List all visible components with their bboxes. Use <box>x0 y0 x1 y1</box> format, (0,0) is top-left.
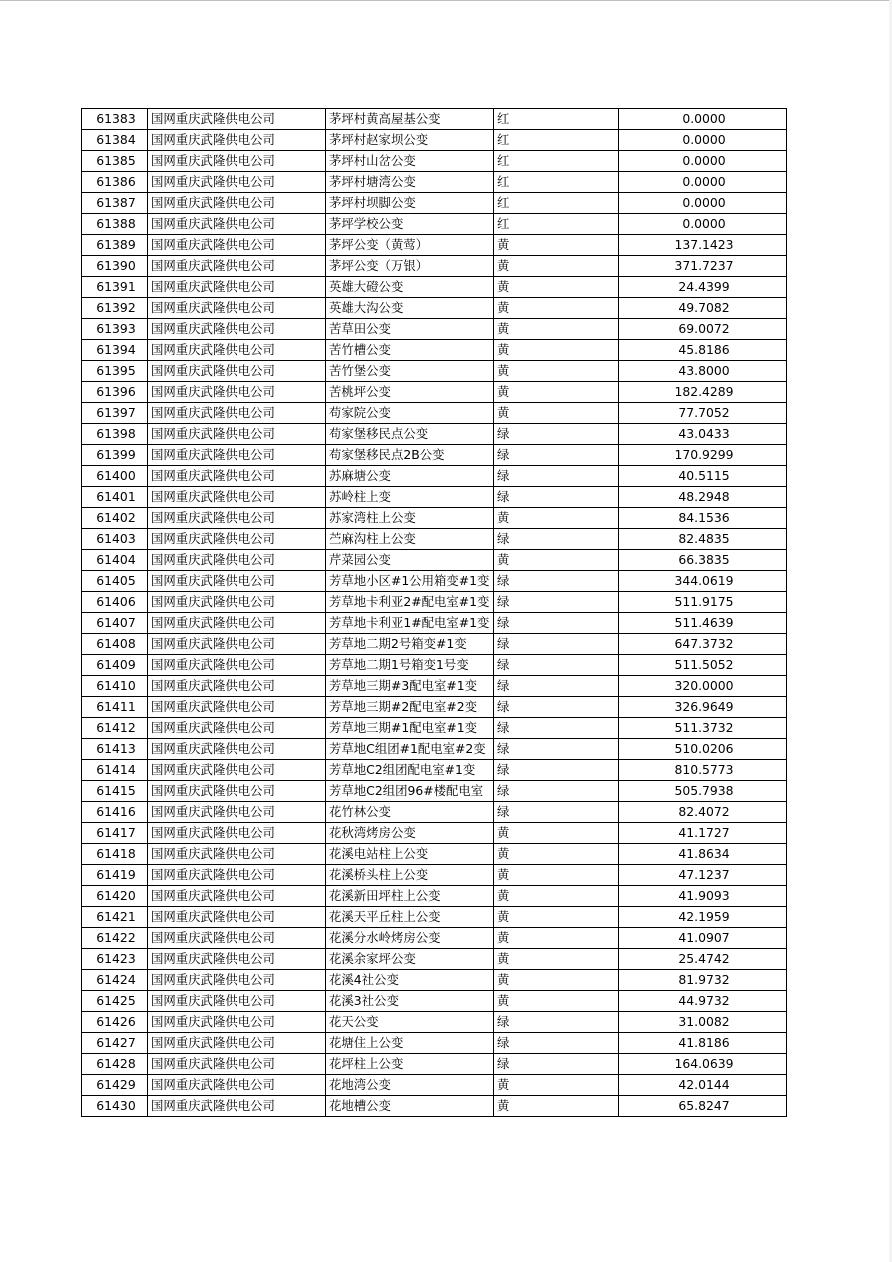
cell-value: 40.5115 <box>619 466 787 487</box>
cell-id: 61420 <box>82 886 148 907</box>
cell-company: 国网重庆武隆供电公司 <box>148 508 326 529</box>
cell-status-level: 黄 <box>494 1075 619 1096</box>
cell-substation-name: 茅坪村坝脚公变 <box>326 193 494 214</box>
cell-id: 61430 <box>82 1096 148 1117</box>
table-row <box>82 886 787 907</box>
cell-status-level: 绿 <box>494 718 619 739</box>
cell-id: 61400 <box>82 466 148 487</box>
table-row <box>82 571 787 592</box>
cell-company: 国网重庆武隆供电公司 <box>148 424 326 445</box>
cell-value: 137.1423 <box>619 235 787 256</box>
cell-substation-name: 花地槽公变 <box>326 1096 494 1117</box>
cell-value: 510.0206 <box>619 739 787 760</box>
cell-status-level: 黄 <box>494 277 619 298</box>
cell-value: 647.3732 <box>619 634 787 655</box>
cell-status-level: 黄 <box>494 1096 619 1117</box>
cell-status-level: 黄 <box>494 403 619 424</box>
cell-company: 国网重庆武隆供电公司 <box>148 718 326 739</box>
data-table <box>81 108 787 1117</box>
cell-value: 41.8634 <box>619 844 787 865</box>
table-row <box>82 760 787 781</box>
cell-company: 国网重庆武隆供电公司 <box>148 613 326 634</box>
cell-status-level: 红 <box>494 130 619 151</box>
cell-substation-name: 苟家堡移民点公变 <box>326 424 494 445</box>
cell-value: 42.0144 <box>619 1075 787 1096</box>
cell-company: 国网重庆武隆供电公司 <box>148 550 326 571</box>
cell-substation-name: 花竹林公变 <box>326 802 494 823</box>
cell-id: 61402 <box>82 508 148 529</box>
cell-company: 国网重庆武隆供电公司 <box>148 991 326 1012</box>
cell-company: 国网重庆武隆供电公司 <box>148 151 326 172</box>
cell-value: 41.9093 <box>619 886 787 907</box>
cell-company: 国网重庆武隆供电公司 <box>148 1054 326 1075</box>
cell-substation-name: 花秋湾烤房公变 <box>326 823 494 844</box>
table-row <box>82 781 787 802</box>
cell-status-level: 绿 <box>494 529 619 550</box>
cell-company: 国网重庆武隆供电公司 <box>148 697 326 718</box>
table-row <box>82 928 787 949</box>
cell-id: 61416 <box>82 802 148 823</box>
cell-status-level: 黄 <box>494 508 619 529</box>
cell-company: 国网重庆武隆供电公司 <box>148 445 326 466</box>
cell-substation-name: 花溪电站柱上公变 <box>326 844 494 865</box>
table-row <box>82 1075 787 1096</box>
table-row <box>82 319 787 340</box>
cell-value: 45.8186 <box>619 340 787 361</box>
page-top-border <box>0 0 892 1</box>
table-row <box>82 445 787 466</box>
cell-company: 国网重庆武隆供电公司 <box>148 655 326 676</box>
table-row <box>82 130 787 151</box>
cell-id: 61414 <box>82 760 148 781</box>
cell-status-level: 绿 <box>494 571 619 592</box>
cell-substation-name: 茅坪公变（黄莺） <box>326 235 494 256</box>
table-row <box>82 718 787 739</box>
table-body <box>82 109 787 1117</box>
cell-value: 31.0082 <box>619 1012 787 1033</box>
cell-status-level: 黄 <box>494 382 619 403</box>
table-row <box>82 235 787 256</box>
table-row <box>82 193 787 214</box>
cell-substation-name: 花坪柱上公变 <box>326 1054 494 1075</box>
cell-status-level: 绿 <box>494 487 619 508</box>
cell-value: 170.9299 <box>619 445 787 466</box>
cell-company: 国网重庆武隆供电公司 <box>148 319 326 340</box>
table-row <box>82 907 787 928</box>
cell-status-level: 绿 <box>494 1012 619 1033</box>
table-row <box>82 592 787 613</box>
cell-substation-name: 茅坪村黄高屋基公变 <box>326 109 494 130</box>
cell-value: 0.0000 <box>619 151 787 172</box>
cell-substation-name: 苦竹槽公变 <box>326 340 494 361</box>
cell-value: 81.9732 <box>619 970 787 991</box>
cell-substation-name: 花溪桥头柱上公变 <box>326 865 494 886</box>
cell-substation-name: 花溪3社公变 <box>326 991 494 1012</box>
cell-status-level: 绿 <box>494 1054 619 1075</box>
table-row <box>82 991 787 1012</box>
table-row <box>82 172 787 193</box>
cell-value: 77.7052 <box>619 403 787 424</box>
table-row <box>82 823 787 844</box>
cell-company: 国网重庆武隆供电公司 <box>148 1096 326 1117</box>
cell-value: 25.4742 <box>619 949 787 970</box>
table-row <box>82 613 787 634</box>
cell-substation-name: 苦竹堡公变 <box>326 361 494 382</box>
cell-id: 61418 <box>82 844 148 865</box>
cell-substation-name: 花塘住上公变 <box>326 1033 494 1054</box>
cell-id: 61417 <box>82 823 148 844</box>
cell-id: 61398 <box>82 424 148 445</box>
cell-id: 61410 <box>82 676 148 697</box>
table-row <box>82 697 787 718</box>
cell-substation-name: 芳草地C2组团96#楼配电室 <box>326 781 494 802</box>
cell-company: 国网重庆武隆供电公司 <box>148 193 326 214</box>
cell-status-level: 绿 <box>494 1033 619 1054</box>
cell-company: 国网重庆武隆供电公司 <box>148 340 326 361</box>
cell-substation-name: 苏麻塘公变 <box>326 466 494 487</box>
cell-company: 国网重庆武隆供电公司 <box>148 739 326 760</box>
cell-value: 0.0000 <box>619 130 787 151</box>
cell-company: 国网重庆武隆供电公司 <box>148 949 326 970</box>
table-row <box>82 655 787 676</box>
cell-id: 61405 <box>82 571 148 592</box>
cell-company: 国网重庆武隆供电公司 <box>148 571 326 592</box>
cell-substation-name: 茅坪村山岔公变 <box>326 151 494 172</box>
cell-substation-name: 苦桃坪公变 <box>326 382 494 403</box>
cell-company: 国网重庆武隆供电公司 <box>148 592 326 613</box>
cell-status-level: 黄 <box>494 907 619 928</box>
cell-value: 326.9649 <box>619 697 787 718</box>
cell-company: 国网重庆武隆供电公司 <box>148 109 326 130</box>
cell-status-level: 黄 <box>494 970 619 991</box>
cell-id: 61392 <box>82 298 148 319</box>
cell-value: 49.7082 <box>619 298 787 319</box>
cell-status-level: 绿 <box>494 445 619 466</box>
cell-substation-name: 芳草地三期#2配电室#2变 <box>326 697 494 718</box>
cell-substation-name: 芳草地二期2号箱变#1变 <box>326 634 494 655</box>
cell-status-level: 黄 <box>494 235 619 256</box>
cell-value: 47.1237 <box>619 865 787 886</box>
cell-substation-name: 花天公变 <box>326 1012 494 1033</box>
cell-substation-name: 芳草地小区#1公用箱变#1变 <box>326 571 494 592</box>
cell-value: 505.7938 <box>619 781 787 802</box>
cell-status-level: 红 <box>494 214 619 235</box>
cell-value: 182.4289 <box>619 382 787 403</box>
table-row <box>82 634 787 655</box>
cell-value: 164.0639 <box>619 1054 787 1075</box>
cell-substation-name: 英雄大磴公变 <box>326 277 494 298</box>
cell-status-level: 黄 <box>494 823 619 844</box>
cell-id: 61397 <box>82 403 148 424</box>
cell-substation-name: 苏家湾柱上公变 <box>326 508 494 529</box>
cell-company: 国网重庆武隆供电公司 <box>148 1012 326 1033</box>
table-row <box>82 844 787 865</box>
cell-value: 0.0000 <box>619 193 787 214</box>
cell-substation-name: 茅坪公变（万银） <box>326 256 494 277</box>
cell-status-level: 红 <box>494 151 619 172</box>
cell-id: 61395 <box>82 361 148 382</box>
cell-id: 61413 <box>82 739 148 760</box>
cell-company: 国网重庆武隆供电公司 <box>148 1033 326 1054</box>
table-row <box>82 676 787 697</box>
cell-value: 84.1536 <box>619 508 787 529</box>
cell-company: 国网重庆武隆供电公司 <box>148 277 326 298</box>
cell-value: 41.0907 <box>619 928 787 949</box>
cell-substation-name: 芳草地卡利亚1#配电室#1变 <box>326 613 494 634</box>
cell-value: 0.0000 <box>619 214 787 235</box>
cell-value: 511.5052 <box>619 655 787 676</box>
cell-id: 61404 <box>82 550 148 571</box>
cell-company: 国网重庆武隆供电公司 <box>148 130 326 151</box>
cell-substation-name: 花溪分水岭烤房公变 <box>326 928 494 949</box>
table-row <box>82 1012 787 1033</box>
table-row <box>82 487 787 508</box>
table-row <box>82 151 787 172</box>
cell-id: 61412 <box>82 718 148 739</box>
cell-company: 国网重庆武隆供电公司 <box>148 760 326 781</box>
cell-id: 61393 <box>82 319 148 340</box>
cell-value: 511.9175 <box>619 592 787 613</box>
cell-id: 61411 <box>82 697 148 718</box>
cell-id: 61396 <box>82 382 148 403</box>
table-row <box>82 865 787 886</box>
cell-company: 国网重庆武隆供电公司 <box>148 1075 326 1096</box>
table-row <box>82 340 787 361</box>
cell-company: 国网重庆武隆供电公司 <box>148 487 326 508</box>
cell-substation-name: 芹菜园公变 <box>326 550 494 571</box>
cell-company: 国网重庆武隆供电公司 <box>148 928 326 949</box>
cell-value: 42.1959 <box>619 907 787 928</box>
cell-value: 82.4835 <box>619 529 787 550</box>
cell-substation-name: 茅坪村塘湾公变 <box>326 172 494 193</box>
table-row <box>82 361 787 382</box>
cell-company: 国网重庆武隆供电公司 <box>148 466 326 487</box>
table-row <box>82 214 787 235</box>
cell-id: 61394 <box>82 340 148 361</box>
table-row <box>82 382 787 403</box>
cell-id: 61419 <box>82 865 148 886</box>
cell-id: 61425 <box>82 991 148 1012</box>
cell-id: 61428 <box>82 1054 148 1075</box>
cell-substation-name: 苎麻沟柱上公变 <box>326 529 494 550</box>
cell-status-level: 绿 <box>494 466 619 487</box>
cell-value: 43.8000 <box>619 361 787 382</box>
table-row <box>82 298 787 319</box>
cell-status-level: 绿 <box>494 424 619 445</box>
cell-id: 61401 <box>82 487 148 508</box>
cell-status-level: 黄 <box>494 865 619 886</box>
cell-id: 61406 <box>82 592 148 613</box>
cell-value: 66.3835 <box>619 550 787 571</box>
cell-status-level: 黄 <box>494 949 619 970</box>
cell-status-level: 黄 <box>494 928 619 949</box>
cell-company: 国网重庆武隆供电公司 <box>148 844 326 865</box>
cell-company: 国网重庆武隆供电公司 <box>148 823 326 844</box>
cell-value: 344.0619 <box>619 571 787 592</box>
cell-company: 国网重庆武隆供电公司 <box>148 235 326 256</box>
cell-id: 61421 <box>82 907 148 928</box>
cell-id: 61387 <box>82 193 148 214</box>
table-row <box>82 949 787 970</box>
cell-company: 国网重庆武隆供电公司 <box>148 382 326 403</box>
cell-substation-name: 花溪4社公变 <box>326 970 494 991</box>
table-row <box>82 1054 787 1075</box>
cell-status-level: 红 <box>494 172 619 193</box>
cell-company: 国网重庆武隆供电公司 <box>148 172 326 193</box>
cell-id: 61426 <box>82 1012 148 1033</box>
cell-value: 48.2948 <box>619 487 787 508</box>
table-row <box>82 970 787 991</box>
cell-status-level: 绿 <box>494 739 619 760</box>
cell-value: 810.5773 <box>619 760 787 781</box>
cell-value: 0.0000 <box>619 172 787 193</box>
cell-status-level: 绿 <box>494 613 619 634</box>
cell-id: 61383 <box>82 109 148 130</box>
cell-company: 国网重庆武隆供电公司 <box>148 802 326 823</box>
cell-substation-name: 苏岭柱上变 <box>326 487 494 508</box>
cell-value: 24.4399 <box>619 277 787 298</box>
cell-substation-name: 苟家堡移民点2B公变 <box>326 445 494 466</box>
cell-substation-name: 英雄大沟公变 <box>326 298 494 319</box>
cell-value: 511.3732 <box>619 718 787 739</box>
cell-status-level: 红 <box>494 109 619 130</box>
cell-status-level: 绿 <box>494 760 619 781</box>
cell-id: 61424 <box>82 970 148 991</box>
cell-id: 61390 <box>82 256 148 277</box>
cell-company: 国网重庆武隆供电公司 <box>148 865 326 886</box>
cell-company: 国网重庆武隆供电公司 <box>148 214 326 235</box>
cell-value: 41.8186 <box>619 1033 787 1054</box>
table-row <box>82 466 787 487</box>
cell-status-level: 黄 <box>494 340 619 361</box>
cell-substation-name: 苦草田公变 <box>326 319 494 340</box>
cell-id: 61427 <box>82 1033 148 1054</box>
cell-substation-name: 芳草地卡利亚2#配电室#1变 <box>326 592 494 613</box>
cell-id: 61389 <box>82 235 148 256</box>
cell-status-level: 黄 <box>494 550 619 571</box>
cell-value: 511.4639 <box>619 613 787 634</box>
cell-substation-name: 芳草地三期#3配电室#1变 <box>326 676 494 697</box>
cell-substation-name: 花地湾公变 <box>326 1075 494 1096</box>
table-row <box>82 529 787 550</box>
cell-company: 国网重庆武隆供电公司 <box>148 361 326 382</box>
cell-company: 国网重庆武隆供电公司 <box>148 676 326 697</box>
cell-value: 82.4072 <box>619 802 787 823</box>
cell-value: 320.0000 <box>619 676 787 697</box>
cell-substation-name: 花溪新田坪柱上公变 <box>326 886 494 907</box>
cell-status-level: 绿 <box>494 655 619 676</box>
cell-status-level: 黄 <box>494 991 619 1012</box>
cell-value: 43.0433 <box>619 424 787 445</box>
table-row <box>82 424 787 445</box>
cell-status-level: 黄 <box>494 361 619 382</box>
cell-id: 61415 <box>82 781 148 802</box>
cell-company: 国网重庆武隆供电公司 <box>148 256 326 277</box>
cell-id: 61386 <box>82 172 148 193</box>
cell-substation-name: 芳草地C2组团配电室#1变 <box>326 760 494 781</box>
table-row <box>82 1033 787 1054</box>
cell-status-level: 黄 <box>494 844 619 865</box>
cell-status-level: 绿 <box>494 634 619 655</box>
cell-value: 0.0000 <box>619 109 787 130</box>
cell-value: 371.7237 <box>619 256 787 277</box>
cell-id: 61399 <box>82 445 148 466</box>
table-row <box>82 802 787 823</box>
cell-company: 国网重庆武隆供电公司 <box>148 970 326 991</box>
table-row <box>82 256 787 277</box>
cell-substation-name: 芳草地三期#1配电室#1变 <box>326 718 494 739</box>
cell-substation-name: 苟家院公变 <box>326 403 494 424</box>
cell-status-level: 绿 <box>494 592 619 613</box>
table-row <box>82 739 787 760</box>
cell-status-level: 绿 <box>494 802 619 823</box>
cell-status-level: 黄 <box>494 298 619 319</box>
cell-substation-name: 茅坪学校公变 <box>326 214 494 235</box>
cell-substation-name: 芳草地二期1号箱变1号变 <box>326 655 494 676</box>
cell-company: 国网重庆武隆供电公司 <box>148 781 326 802</box>
cell-value: 44.9732 <box>619 991 787 1012</box>
cell-company: 国网重庆武隆供电公司 <box>148 298 326 319</box>
table-row <box>82 508 787 529</box>
cell-value: 65.8247 <box>619 1096 787 1117</box>
cell-status-level: 黄 <box>494 319 619 340</box>
cell-value: 41.1727 <box>619 823 787 844</box>
cell-status-level: 黄 <box>494 256 619 277</box>
cell-id: 61408 <box>82 634 148 655</box>
cell-company: 国网重庆武隆供电公司 <box>148 907 326 928</box>
table-row <box>82 550 787 571</box>
table-row <box>82 403 787 424</box>
cell-id: 61407 <box>82 613 148 634</box>
cell-company: 国网重庆武隆供电公司 <box>148 403 326 424</box>
cell-company: 国网重庆武隆供电公司 <box>148 529 326 550</box>
cell-id: 61422 <box>82 928 148 949</box>
cell-id: 61385 <box>82 151 148 172</box>
cell-id: 61391 <box>82 277 148 298</box>
cell-status-level: 绿 <box>494 676 619 697</box>
cell-status-level: 绿 <box>494 697 619 718</box>
table-row <box>82 1096 787 1117</box>
cell-id: 61384 <box>82 130 148 151</box>
cell-company: 国网重庆武隆供电公司 <box>148 634 326 655</box>
cell-substation-name: 花溪余家坪公变 <box>326 949 494 970</box>
cell-substation-name: 花溪天平丘柱上公变 <box>326 907 494 928</box>
cell-id: 61429 <box>82 1075 148 1096</box>
cell-status-level: 红 <box>494 193 619 214</box>
table-row <box>82 109 787 130</box>
cell-id: 61388 <box>82 214 148 235</box>
cell-value: 69.0072 <box>619 319 787 340</box>
cell-substation-name: 茅坪村赵家坝公变 <box>326 130 494 151</box>
cell-id: 61423 <box>82 949 148 970</box>
cell-status-level: 绿 <box>494 781 619 802</box>
cell-status-level: 黄 <box>494 886 619 907</box>
table-row <box>82 277 787 298</box>
cell-company: 国网重庆武隆供电公司 <box>148 886 326 907</box>
cell-id: 61403 <box>82 529 148 550</box>
cell-substation-name: 芳草地C组团#1配电室#2变 <box>326 739 494 760</box>
cell-id: 61409 <box>82 655 148 676</box>
